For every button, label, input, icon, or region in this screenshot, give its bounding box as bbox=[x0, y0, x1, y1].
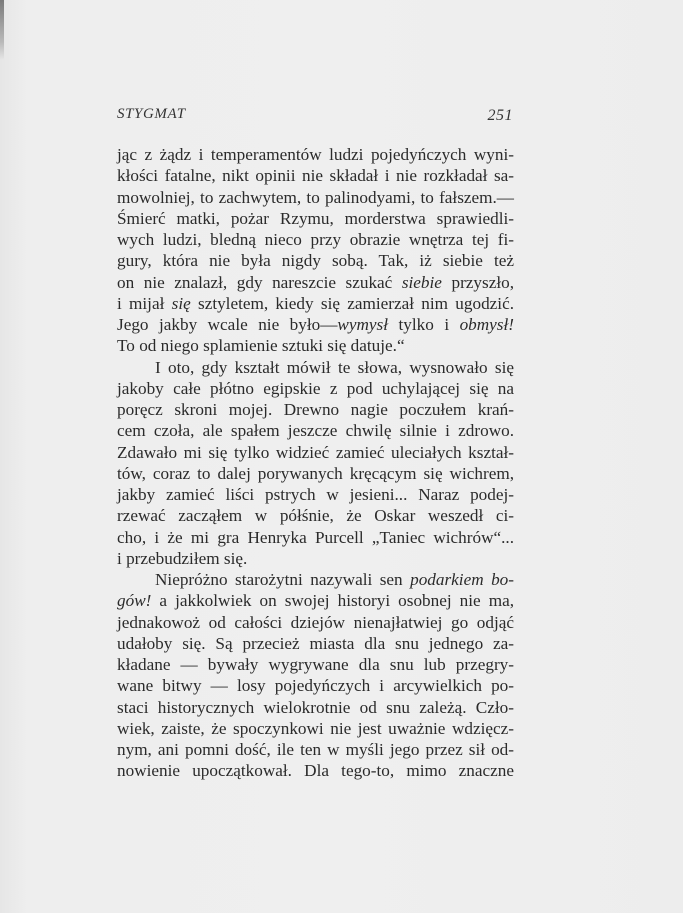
italic-text: się bbox=[171, 293, 191, 313]
text-line bbox=[117, 548, 514, 569]
text-segment: mowolniej, to zachwytem, to palinodyami, to fałszem.— bbox=[117, 187, 514, 207]
text-segment: tylko i bbox=[388, 315, 460, 334]
text-segment: Jego jakby wcale nie było— bbox=[117, 315, 338, 334]
text-line bbox=[117, 590, 514, 611]
text-segment: a jakkolwiek on swojej historyi osobnej nie ma, bbox=[151, 591, 514, 611]
text-segment: Niepróżno starożytni nazywali sen bbox=[155, 570, 411, 589]
text-line bbox=[117, 208, 514, 229]
text-line bbox=[117, 272, 514, 293]
text-line bbox=[117, 293, 514, 314]
text-segment: wane bitwy — losy pojedyńczych i arcywielkich po- bbox=[117, 676, 514, 696]
text-segment: staci historycznych wielokrotnie od snu zależą. Czło- bbox=[117, 697, 514, 717]
text-segment: To od niego splamienie sztuki się datuje.“ bbox=[117, 336, 405, 356]
text-segment: poręcz skroni mojej. Drewno nagie poczułem krań- bbox=[117, 400, 514, 419]
text-line bbox=[117, 718, 514, 739]
text-segment: jąc z żądz i temperamentów ludzi pojedyńczych wyni- bbox=[117, 145, 514, 164]
text-line bbox=[117, 250, 514, 271]
text-segment: wiek, zaiste, że spoczynkowi nie jest uważnie wdzięcz- bbox=[117, 718, 514, 738]
page-number: 251 bbox=[487, 107, 513, 124]
text-segment: I oto, gdy kształt mówił te słowa, wysnowało się bbox=[155, 357, 514, 377]
page-edge-shadow bbox=[0, 0, 4, 60]
text-line bbox=[117, 399, 514, 420]
text-segment: i przebudziłem się. bbox=[117, 548, 248, 568]
text-line bbox=[117, 633, 514, 654]
text-segment: kładane — bywały wygrywane dla snu lub przegry- bbox=[117, 655, 514, 674]
text-segment: Zdawało mi się tylko widzieć zamieć uleciałych kształ- bbox=[117, 442, 514, 462]
text-line bbox=[117, 420, 514, 441]
text-line bbox=[117, 675, 514, 696]
text-line bbox=[117, 335, 514, 356]
text-segment: rzewać zacząłem w półśnie, że Oskar weszedł ci- bbox=[117, 506, 514, 526]
text-line bbox=[117, 165, 514, 186]
italic-text: obmysł! bbox=[459, 315, 514, 334]
text-segment: kłości fatalne, nikt opinii nie składał i nie rozkładał sa- bbox=[117, 166, 514, 186]
text-line bbox=[117, 187, 514, 208]
text-segment: cho, i że mi gra Henryka Purcell „Taniec wichrów“... bbox=[117, 527, 514, 547]
italic-text: siebie bbox=[401, 272, 442, 292]
running-title: STYGMAT bbox=[117, 106, 186, 122]
text-line bbox=[117, 697, 514, 718]
text-line bbox=[117, 527, 514, 548]
text-line bbox=[117, 357, 514, 378]
text-segment: cem czoła, ale spałem jeszcze chwilę silnie i zdrowo. bbox=[117, 421, 514, 441]
text-segment: jakby zamieć liści pstrych w jesieni... Naraz podej- bbox=[117, 485, 514, 504]
text-line bbox=[117, 378, 514, 399]
text-line bbox=[117, 569, 514, 590]
text-line bbox=[117, 442, 514, 463]
body-text bbox=[117, 144, 514, 782]
text-segment: sztyletem, kiedy się zamierzał nim ugodzić. bbox=[190, 293, 514, 313]
running-head bbox=[117, 106, 513, 126]
text-line bbox=[117, 654, 514, 675]
text-segment: przyszło, bbox=[441, 272, 514, 292]
text-segment: i mijał bbox=[117, 293, 172, 313]
text-line bbox=[117, 612, 514, 633]
text-line bbox=[117, 314, 514, 335]
italic-text: podarkiem bo- bbox=[410, 570, 514, 589]
text-segment: tów, coraz to dalej porywanych kręcącym się wichrem, bbox=[117, 463, 514, 483]
text-segment: gury, która nie była nigdy sobą. Tak, iż siebie też bbox=[117, 251, 514, 271]
text-segment: Śmierć matki, pożar Rzymu, morderstwa sprawiedli- bbox=[117, 208, 514, 228]
italic-text: wymysł bbox=[337, 315, 389, 334]
text-line bbox=[117, 229, 514, 250]
text-line bbox=[117, 739, 514, 760]
text-segment: wych ludzi, bledną nieco przy obrazie wnętrza tej fi- bbox=[117, 230, 514, 249]
text-segment: nym, ani pomni dość, ile ten w myśli jego przez sił od- bbox=[117, 740, 514, 759]
text-line bbox=[117, 463, 514, 484]
text-segment: nowienie upoczątkował. Dla tego-to, mimo znaczne bbox=[117, 761, 514, 781]
text-segment: jednakowoż od całości dziejów nienajłatwiej go odjąć bbox=[117, 612, 514, 632]
text-segment: jakoby całe płótno egipskie z pod uchylającej się na bbox=[117, 378, 514, 398]
text-line bbox=[117, 505, 514, 526]
text-line bbox=[117, 144, 514, 165]
italic-text: gów! bbox=[117, 591, 152, 611]
text-segment: udałoby się. Są przecież miasta dla snu jednego za- bbox=[117, 633, 514, 653]
text-segment: on nie znalazł, gdy nareszcie szukać bbox=[117, 272, 402, 292]
text-line bbox=[117, 484, 514, 505]
text-line bbox=[117, 760, 514, 781]
